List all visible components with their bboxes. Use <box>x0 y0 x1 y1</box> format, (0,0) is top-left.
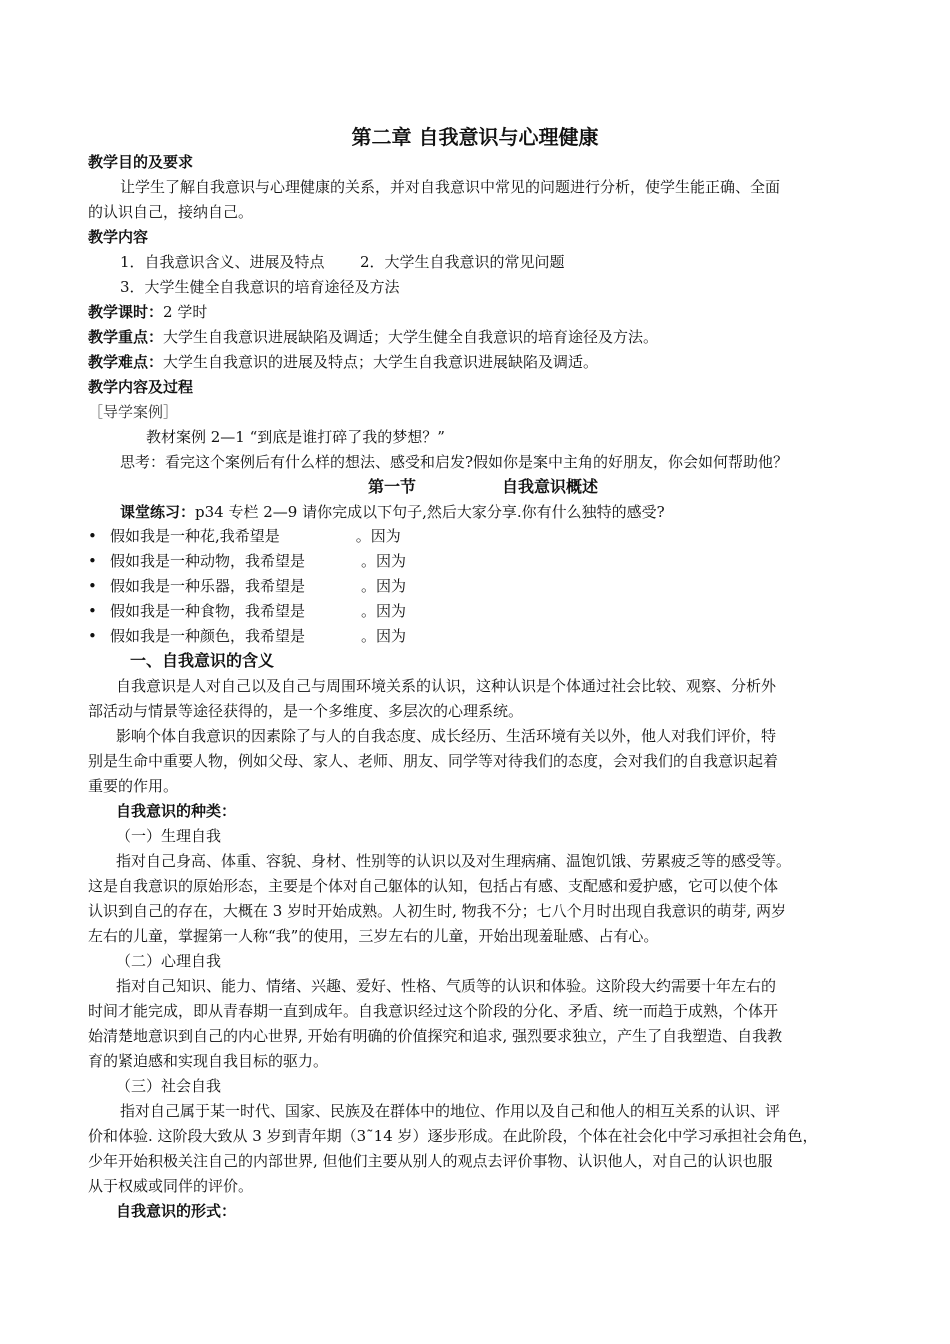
exercise-text: p34 专栏 2—9 请你完成以下句子,然后大家分享.你有什么独特的感受? <box>195 503 665 521</box>
bullet-icon: • <box>88 577 97 595</box>
hours-label: 教学课时： <box>88 303 164 321</box>
content-item-2: 2．大学生自我意识的常见问题 <box>360 253 565 271</box>
chapter-title: 第二章 自我意识与心理健康 <box>351 125 599 149</box>
physical-line-2: 这是自我意识的原始形态，主要是个体对自己躯体的认知，包括占有感、支配感和爱护感，它可以使个体 <box>88 877 779 895</box>
bullet-because: 。因为 <box>355 527 401 545</box>
social-line-2: 价和体验. 这阶段大致从 3 岁到青年期（3˜14 岁）逐步形成。在此阶段，个体在社会化中学习承担社会角色， <box>88 1127 818 1145</box>
keypoints-value: 大学生自我意识进展缺陷及调适；大学生健全自我意识的培育途径及方法。 <box>163 328 659 346</box>
list-item <box>88 524 401 548</box>
bullet-text: 假如我是一种食物，我希望是 <box>110 602 306 620</box>
process-heading: 教学内容及过程 <box>88 378 194 396</box>
meaning-p2-line-2: 别是生命中重要人物，例如父母、家人、老师、朋友、同学等对待我们的态度，会对我们的自我意识起着 <box>88 752 779 770</box>
list-item <box>88 624 406 648</box>
list-item <box>88 574 406 598</box>
objectives-line-2: 的认识自己，接纳自己。 <box>88 203 254 221</box>
bullet-text: 假如我是一种乐器，我希望是 <box>110 577 306 595</box>
psychological-self-title: （二）心理自我 <box>116 952 222 970</box>
bullet-because: 。因为 <box>361 627 407 645</box>
meaning-p2-line-3: 重要的作用。 <box>88 777 179 795</box>
content-heading: 教学内容 <box>88 228 149 246</box>
psychological-line-2: 时间才能完成，即从青春期一直到成年。自我意识经过这个阶段的分化、矛盾、统一而趋于成熟，个体开 <box>88 1002 779 1020</box>
bullet-text: 假如我是一种花,我希望是 <box>110 527 280 545</box>
physical-line-1: 指对自己身高、体重、容貌、身材、性别等的认识以及对生理病痛、温饱饥饿、劳累疲乏等的感受等。 <box>116 852 792 870</box>
meaning-p2-line-1: 影响个体自我意识的因素除了与人的自我态度、成长经历、生活环境有关以外，他人对我们评价，特 <box>116 727 777 745</box>
meaning-p1-line-1: 自我意识是人对自己以及自己与周围环境关系的认识，这种认识是个体通过社会比较、观察、分析外 <box>116 677 777 695</box>
bullet-text: 假如我是一种颜色，我希望是 <box>110 627 306 645</box>
types-heading: 自我意识的种类： <box>116 802 237 820</box>
psychological-line-4: 育的紧迫感和实现自我目标的驱力。 <box>88 1052 329 1070</box>
keypoints-label: 教学重点： <box>88 328 164 346</box>
bullet-because: 。因为 <box>361 552 407 570</box>
social-line-1: 指对自己属于某一时代、国家、民族及在群体中的地位、作用以及自己和他人的相互关系的认识、评 <box>120 1102 781 1120</box>
bullet-text: 假如我是一种动物，我希望是 <box>110 552 306 570</box>
bullet-because: 。因为 <box>361 577 407 595</box>
exercise-label: 课堂练习： <box>120 503 196 521</box>
hours-value: 2 学时 <box>163 303 208 321</box>
forms-heading: 自我意识的形式： <box>116 1202 237 1220</box>
bullet-icon: • <box>88 552 97 570</box>
objectives-heading: 教学目的及要求 <box>88 153 194 171</box>
objectives-line-1: 让学生了解自我意识与心理健康的关系，并对自我意识中常见的问题进行分析，使学生能正确、全面 <box>120 178 781 196</box>
bullet-icon: • <box>88 627 97 645</box>
meaning-p1-line-2: 部活动与情景等途径获得的，是一个多维度、多层次的心理系统。 <box>88 702 524 720</box>
section-number: 第一节 <box>368 477 417 496</box>
social-line-3: 少年开始积极关注自己的内部世界, 但他们主要从别人的观点去评价事物、认识他人，对自己的认识也服 <box>88 1152 773 1170</box>
list-item <box>88 599 406 623</box>
bullet-icon: • <box>88 602 97 620</box>
case-reference: 教材案例 2—1 “到底是谁打碎了我的梦想？” <box>146 428 445 446</box>
bullet-because: 。因为 <box>361 602 407 620</box>
social-self-title: （三）社会自我 <box>116 1077 222 1095</box>
keypoints-row <box>88 325 658 349</box>
list-item <box>88 549 406 573</box>
exercise-row <box>120 500 665 524</box>
guide-case-label: ［导学案例］ <box>88 403 179 421</box>
content-item-1: 1．自我意识含义、进展及特点 <box>120 253 325 271</box>
physical-line-3: 认识到自己的存在，大概在 3 岁时开始成熟。人初生时, 物我不分；七八个月时出现自我意识的萌芽, 两岁 <box>88 902 787 920</box>
meaning-heading: 一、自我意识的含义 <box>130 651 275 670</box>
social-line-4: 从于权威或同伴的评价。 <box>88 1177 254 1195</box>
physical-line-4: 左右的儿童，掌握第一人称“我”的使用，三岁左右的儿童，开始出现羞耻感、占有心。 <box>88 927 659 945</box>
hours-row <box>88 300 207 324</box>
think-question: 思考：看完这个案例后有什么样的想法、感受和启发?假如你是案中主角的好朋友，你会如何帮助他？ <box>120 453 789 471</box>
difficulties-label: 教学难点： <box>88 353 164 371</box>
difficulties-row <box>88 350 598 374</box>
section-title: 自我意识概述 <box>502 477 599 496</box>
difficulties-value: 大学生自我意识的进展及特点；大学生自我意识进展缺陷及调适。 <box>163 353 599 371</box>
physical-self-title: （一）生理自我 <box>116 827 222 845</box>
psychological-line-3: 始清楚地意识到自己的内心世界, 开始有明确的价值探究和追求, 强烈要求独立，产生了自我塑造、自我教 <box>88 1027 783 1045</box>
content-item-3: 3．大学生健全自我意识的培育途径及方法 <box>120 278 400 296</box>
bullet-icon: • <box>88 527 97 545</box>
psychological-line-1: 指对自己知识、能力、情绪、兴趣、爱好、性格、气质等的认识和体验。这阶段大约需要十年左右的 <box>116 977 777 995</box>
